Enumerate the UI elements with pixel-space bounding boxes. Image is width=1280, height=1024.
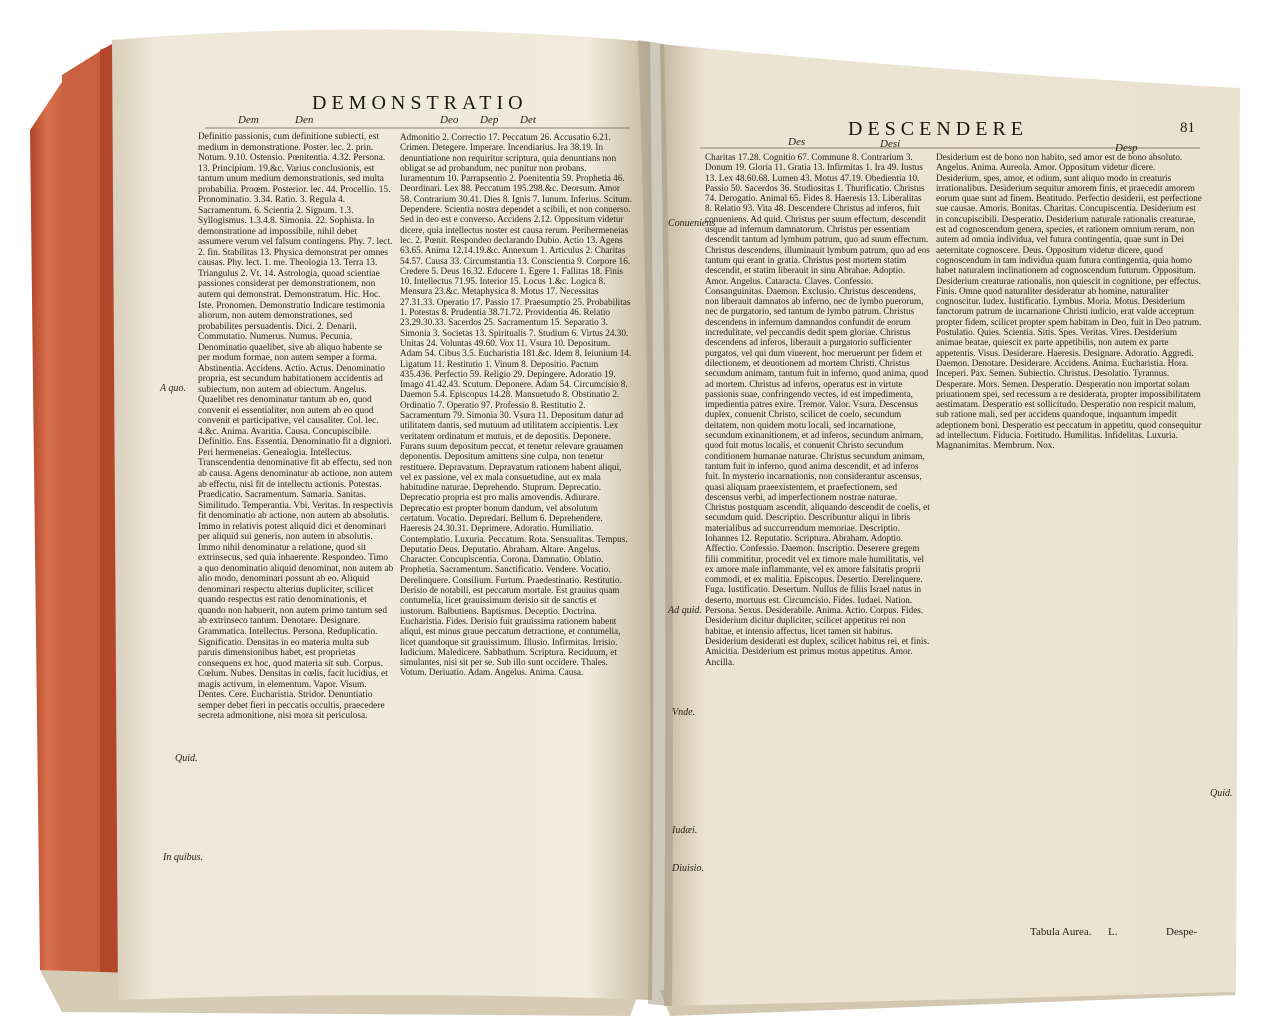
side-label: Vnde. — [672, 707, 696, 718]
side-label: In quibus. — [163, 852, 203, 863]
text-block: Desiderium est de bono non habito, sed amor est de bono absoluto. Angelus. Anima. Aureola. Amor. Oppositum videtur dicere. Desiderium, spes, amor, et odium, sunt aliquo modo in creaturis irrationalibus. Desiderium sequitur amorem finis, et praecedit amorem eorum quae sunt ad finem. Beatitudo. Perfectio desiderii, est perfectione sue causae. Amoris. Bonitas. Charitas. Concupiscentia. Desiderium est in concupiscibili. Desperatio. Desiderium naturale rationalis creaturae, est ad cognoscendum genera, species, et rationem omnium rerum, non autem ad omnia individua, vel futura contingentia, quae sunt in Dei aeternitate cognoscere. Deus. Oppositum videtur dicere, quod cognoscendum in tam individua quam futura contingentia, quia homo habet naturalem inclinationem ad cognoscendum futurum. Oppositum. Desiderium creaturae rationalis, non quiescit in cognitione, per effectus. Finis. Omne quod naturaliter desideratur ab homine, naturaliter cognoscitur. Iudex. Iustificatio. Lymbus. Moria. Motus. Desiderium fanctorum patrum de incarnatione Christi iudicio, erat valde acceptum propter fidem, scilicet propter spem habitam in Deo, fuit in Deo patrum. Postulatio. Quies. Scientia. Sitis. Spes. Veritas. Vires. Desiderium animae beatae, quiescit ex parte appetibilis, non autem ex parte appetentis. Visus. Desiderare. Haeresis. Designare. Adoratio. Aggredi. Daemon. Denotare. Desiderare. Accidens. Anima. Eucharistia. Hora. Inceperi. Pax. Semen. Subiectio. Christus. Desolatio. Tyrannus. Desperare. Mors. Semen. Desperatio. Desperatio non importat solam priuationem spei, sed recessum a re desiderata, propter impossibilitatem aestimatam. Desperatio est sollicitudo. Desperatio non respicit malum, sub ratione mali, sed per accidens quandoque, inquantum impedit adeptionem boni. Desperatio est peccatum in appetitu, quod consequitur ad intellectum. Fiducia. Fortitudo. Humilitas. Infidelitas. Luxuria. Magnanimitas. Membrum. Nox. — [936, 152, 1202, 451]
page-number: 81 — [1180, 120, 1195, 136]
side-label: Quid. — [1210, 788, 1233, 799]
guide-word: Desp — [1115, 142, 1138, 154]
guide-word: Desi — [880, 138, 901, 150]
side-label: Conueniens — [668, 218, 716, 229]
text-block: Admonitio 2. Correctio 17. Peccatum 26. Accusatio 6.21. Crimen. Detegere. Imperare. Incendiarius. Ira 38.19. In denuntiatione non requiritur scriptura, quia denuntians non obligat se ad probandum, nec punitur non probans. Iuramentum 10. Parrapsentio 2. Poenitentia 59. Prophetia 46. Deordinari. Lex 88. Peccatum 195.298.&c. Deorsum. Amor 58. Contrarium 30.41. Dies 8. Ignis 7. Iunum. Inferius. Scitum. Dependere. Scientia nostra dependet a scibili, et non conuerso. Sed in deo est e converso. Accidens 2.12. Oppositum videtur dicere, quia intellectus noster est causa rerum. Perihermeneias lec. 2. Pœnit. Respondeo declarando Dubio. Actio 13. Agens 63.65. Anima 12.14.19.&c. Annexum 1. Articulus 2. Charitas 54.57. Causa 33. Circumstantia 13. Conscientia 9. Corpore 16. Credere 5. Deus 16.32. Educere 1. Egere 1. Fallitas 18. Finis 10. Intellectus 71.95. Interior 15. Locus 1.&c. Logica 8. Mensura 23.&c. Metaphysica 8. Motus 17. Necessitas 27.31.33. Operatio 17. Passio 17. Praesumptio 25. Probabilitas 1. Potestas 8. Prudentia 38.71.72. Providentia 46. Relatio 23.29.30.33. Sacerdos 25. Sacramentum 15. Separatio 3. Simonia 3. Societas 13. Spiritualis 7. Studium 6. Virtus 24.30. Unitas 24. Voluntas 49.60. Vox 11. Vsura 10. Depositum. Adam 54. Cibus 3.5. Eucharistia 181.&c. Idem 8. Ieiunium 14. Ligatum 11. Restitutio 1. Vinum 8. Depositio. Pactum 435.436. Perfectio 59. Religio 29. Depingere. Adoratio 19. Imago 41.42.43. Scutum. Deponere. Adam 54. Circumcisio 8. Daemon 5.4. Episcopus 14.28. Mansuetudo 8. Obstinatio 2. Ordinatio 7. Operatio 97. Professio 8. Restitutio 2. Sacramentum 79. Simonia 30. Vsura 11. Depositum datur ad utilitatem dantis, sed mutuum ad utilitatem accipientis. Lex veritatem ordinatum et mutuis, et de depositis. Deponere. Furans suum depositum peccat, et tenetur relevare grauamen deponentis. Depositum amittens sine culpa, non tenetur restituere. Depravatum. Depravatum rationem habent aliqui, vel ex passione, vel ex mala consuetudine, aut ex mala habitudine naturae. Deprehendo. Stuprum. Deprecatio. Deprecatio propria est pro malis amovendis. Adiurare. Deprecatio est propter bonum dandum, vel absolutum certatum. Vocatio. Depredari. Bellum 6. Deprehendere. Haeresis 24.30.31. Deprimere. Adoratio. Humiliatio. Contemplatio. Luxuria. Peccatum. Rota. Sensualitas. Tempus. Deputatio Deus. Deputatio. Abraham. Altare. Angelus. Character. Concupiscentia. Corona. Damnatio. Oblatio. Prophetia. Sacramentum. Sanctificatio. Vendere. Vocatio. Derelinquere. Consilium. Furtum. Praedestinatio. Restitutio. Derisio de notabili, est peccatum mortale. Est grauius quam contumelia, licet grauissimum derisio sit de sanctis et iustorum. Balbutiens. Baptismus. Deceptio. Doctrina. Eucharistia. Fides. Derisio fuit grauissima rationem habent aliqui, est minus graue peccatum detractione, et contumelia, licet quandoque sit grauissimum. Illusio. Infirmitas. Irrisio. Iudicium. Maledicere. Sabbathum. Scriptura. Reciduum, et simulantes, nisi sit per se. Sub illo sunt occidere. Thales. Votum. Deriuatio. Adam. Angelus. Anima. Causa. — [400, 132, 632, 678]
right-column-2 — [936, 152, 1202, 914]
guide-word: Deo — [440, 114, 459, 126]
left-running-head: DEMONSTRATIO — [312, 92, 528, 114]
side-label: A quo. — [160, 383, 186, 394]
guide-word: Des — [788, 136, 806, 148]
page-footer: Tabula Aurea. — [1030, 926, 1092, 938]
page-footer: L. — [1108, 926, 1118, 938]
guide-word: Dep — [480, 114, 499, 126]
page-edges-left — [30, 40, 120, 1012]
guide-word: Den — [295, 114, 314, 126]
text-block: Charitas 17.28. Cognitio 67. Commune 8. Contrarium 3. Donum 19. Gloria 11. Gratia 13. Infirmitas 1. Ira 49. Iustus 13. Lex 48.60.68. Lumen 43. Motus 47.19. Obedientia 10. Passio 50. Sacerdos 36. Studiositas 1. Thurificatio. Christus 74. Derogatio. Animal 65. Fides 8. Haeresis 13. Liberalitas 8. Relatio 93. Vita 48. Descendere Christus ad inferos, fuit conueniens. Ad quid. Christus per suum effectum, descendit usque ad infernum damnatorum. Christus per essentiam descendit tantum ad lymbum patrum, quo ad suum effectum. Christus descendens, illuminauit lymbum patrum, quo ad eos tantum qui erant in gratia. Christus post mortem statim descendit, et statim liberauit in sinu Abrahae. Adoptio. Amor. Angelus. Cataracta. Claves. Confessio. Consanguinitas. Daemon. Exclusio. Christus descendens, non liberauit damnatos ab inferno, nec de lymbo puerorum, nec de purgatorio, sed tantum de lymbo patrum. Christus descendens in infernum damnandos confundit de eorum incredulitate, vel peccandis dedit spem gloriae. Christus descendens ad inferos, liberauit a purgatorio sufficienter purgatos, vel qui dum viuerent, hoc meruerunt per fidem et dilectionem, et deuotionem ad mortem Christi. Christus secundum animam, tantum fuit in inferno, quod anima, quod ad mortem. Christus ad inferos, operatus est in virtute passionis suae, confringendo vectes, id est impedimenta, impedientia patres exire. Tremor. Valor. Vsura. Descensus duplex, conuenit Christo, scilicet de coelo, secundum deitatem, non quidem motu locali, sed incarnatione, secundum exinanitionem, et ad inferos, secundum animam, quod fuit motus localis, et conuenit Christo secundum conditionem humanae naturae. Christus secundum animam, tantum fuit in inferno, quod anima descendit, et ad inferos fuit. In mysterio incarnationis, non considerantur ascensus, quasi aliquam praeexistentem, et praefectionem, sed descensus verbi, ad imperfectionem nostrae naturae. Christus postquam ascendit, aliquando descendit de coelis, et secundum quid. Descriptio. Describuntur aliqui in libris materialibus ad succurrendum memoriae. Descriptio. Iohannes 12. Reputatio. Scriptura. Abraham. Adoptio. Affectio. Confessio. Daemon. Inscriptio. Deserere gregem filii commititur, procedit vel ex timore male humilitatis, vel ex amore male inflammante, vel ex amore falsitatis proprii commodi, et ex malitia. Episcopus. Desertio. Derelinquere. Fuga. Iustificatio. Desertum. Nullus de filiis Israel natus in deserto, mortuus est. Circumcisio. Fides. Iudaei. Nation. Persona. Sexus. Desiderabile. Anima. Actio. Corpus. Fides. Desiderium dicitur dupliciter, scilicet appetitus rei non habitae, et intensio affectus, licet tamen sit habitus. Desiderium desiderati est duplex, scilicet habitus rei, et finis. Amicitia. Desiderium est primus motus appetitus. Amor. Ancilla. — [705, 152, 930, 667]
side-label: Ad quid. — [668, 605, 702, 616]
text-block: Definitio passionis, cum definitione subiecti, est medium in demonstratione. Poster. lec. 2. prin. Notum. 9.10. Ostensio. Pœnitentia. 4.32. Persona. 13. Principium. 19.&c. Varius conclusionis, est tantum unum medium demonstrationis, sed multa probabilia. Proœm. Posterior. lec. 44. Procellio. 15. Pronominatio. 3.34. Ratio. 3. Regula 4. Sacramentum. 6. Scientia 2. Signum. 1.3. Syllogismus. 1.3.4.8. Simonia. 22. Sophista. In demonstratione ad impossibile, nihil debet assumere verum vel falsum contingens. Phy. 7. lect. 2. fin. Stabilitas 13. Physica demonstrat per omnes causas. Phy. lect. 1. me. Theologia 13. Terra 13. Triangulus 2. Vt. 14. Astrologia, quoad scientiae passiones considerat per demonstrationem, non autem qui demonstrat. Demonstratum. Hic. Hoc. Iste. Pronomen. Demonstratio Indicare testimonia aliorum, non autem demonstrationes, sed probabilites persuadentis. Dici. 2. Denarii. Commutatio. Numerus. Numus. Pecunia. Denominatio quaelibet, sive ab aliquo habente se per modum formae, non autem semper a forma. Abstinentia. Accidens. Actio. Actus. Denominatio propria, est secundum habitationem accidentis ad subiectum, non autem ad obiectum. Angelus. Quaelibet res denominatur tantum ab eo, quod convenit ei essentialiter, non autem ab eo quod convenit et participative, vel causaliter. Col. lec. 4.&c. Anima. Avaritia. Causa. Concupiscibile. Definitio. Ens. Essentia. Denominatio fit a digniori. Peri hermeneias. Genealogia. Intellectus. Transcendentia denominative fit ab effectu, sed non ab causa. Agens denominatur ab actione, non autem ab effectu, nisi fit de intellectu actionis. Potestas. Praedicatio. Sacramentum. Samaria. Sanitas. Similitudo. Temperantia. Vbi. Veritas. In respectivis fit denominatio ab actione, non autem ab absolutis. Immo in relativis potest aliquid dici et denominari per aliquid sui generis, non autem in absolutis. Immo nihil denominatur a relatione, quod sit extrinsecus, sed quia inhaerente. Respondeo. Timo a quo denominatio aliquid denominat, non autem ab alio modo, denominari possunt ab eo. Aliquid denominari respectu alterius dupliciter, scilicet quando respectus est ratio denominationis, et quando non habuerit, non autem primo tantum sed ab extrinseco tantum. Denotare. Designare. Grammatica. Intellectus. Persona. Reduplicatio. Significatio. Densitas in eo materia multa sub paruis dimensionibus habet, est proprietas consequens ex hoc, quod materia sit sub. Corpus. Cœlum. Nubes. Densitas in cœlis, facit lucidius, et magis activum, in elementum. Vapor. Visum. Dentes. Cere. Eucharistia. Stridor. Denuntiatio semper debet fieri in peccatis occultis, praecedere secreta admonitione, nisi mora sit periculosa. — [198, 132, 394, 722]
side-label: Iudæi. — [672, 825, 698, 836]
side-label: Quid. — [175, 753, 198, 764]
catchword: Despe- — [1166, 926, 1198, 938]
guide-word: Dem — [238, 114, 259, 126]
left-column-1 — [198, 132, 394, 884]
guide-word: Det — [520, 114, 536, 126]
left-column-2 — [400, 132, 632, 942]
side-label: Diuisio. — [672, 863, 704, 874]
right-running-head: DESCENDERE — [848, 118, 1028, 140]
right-column-1 — [705, 152, 930, 942]
